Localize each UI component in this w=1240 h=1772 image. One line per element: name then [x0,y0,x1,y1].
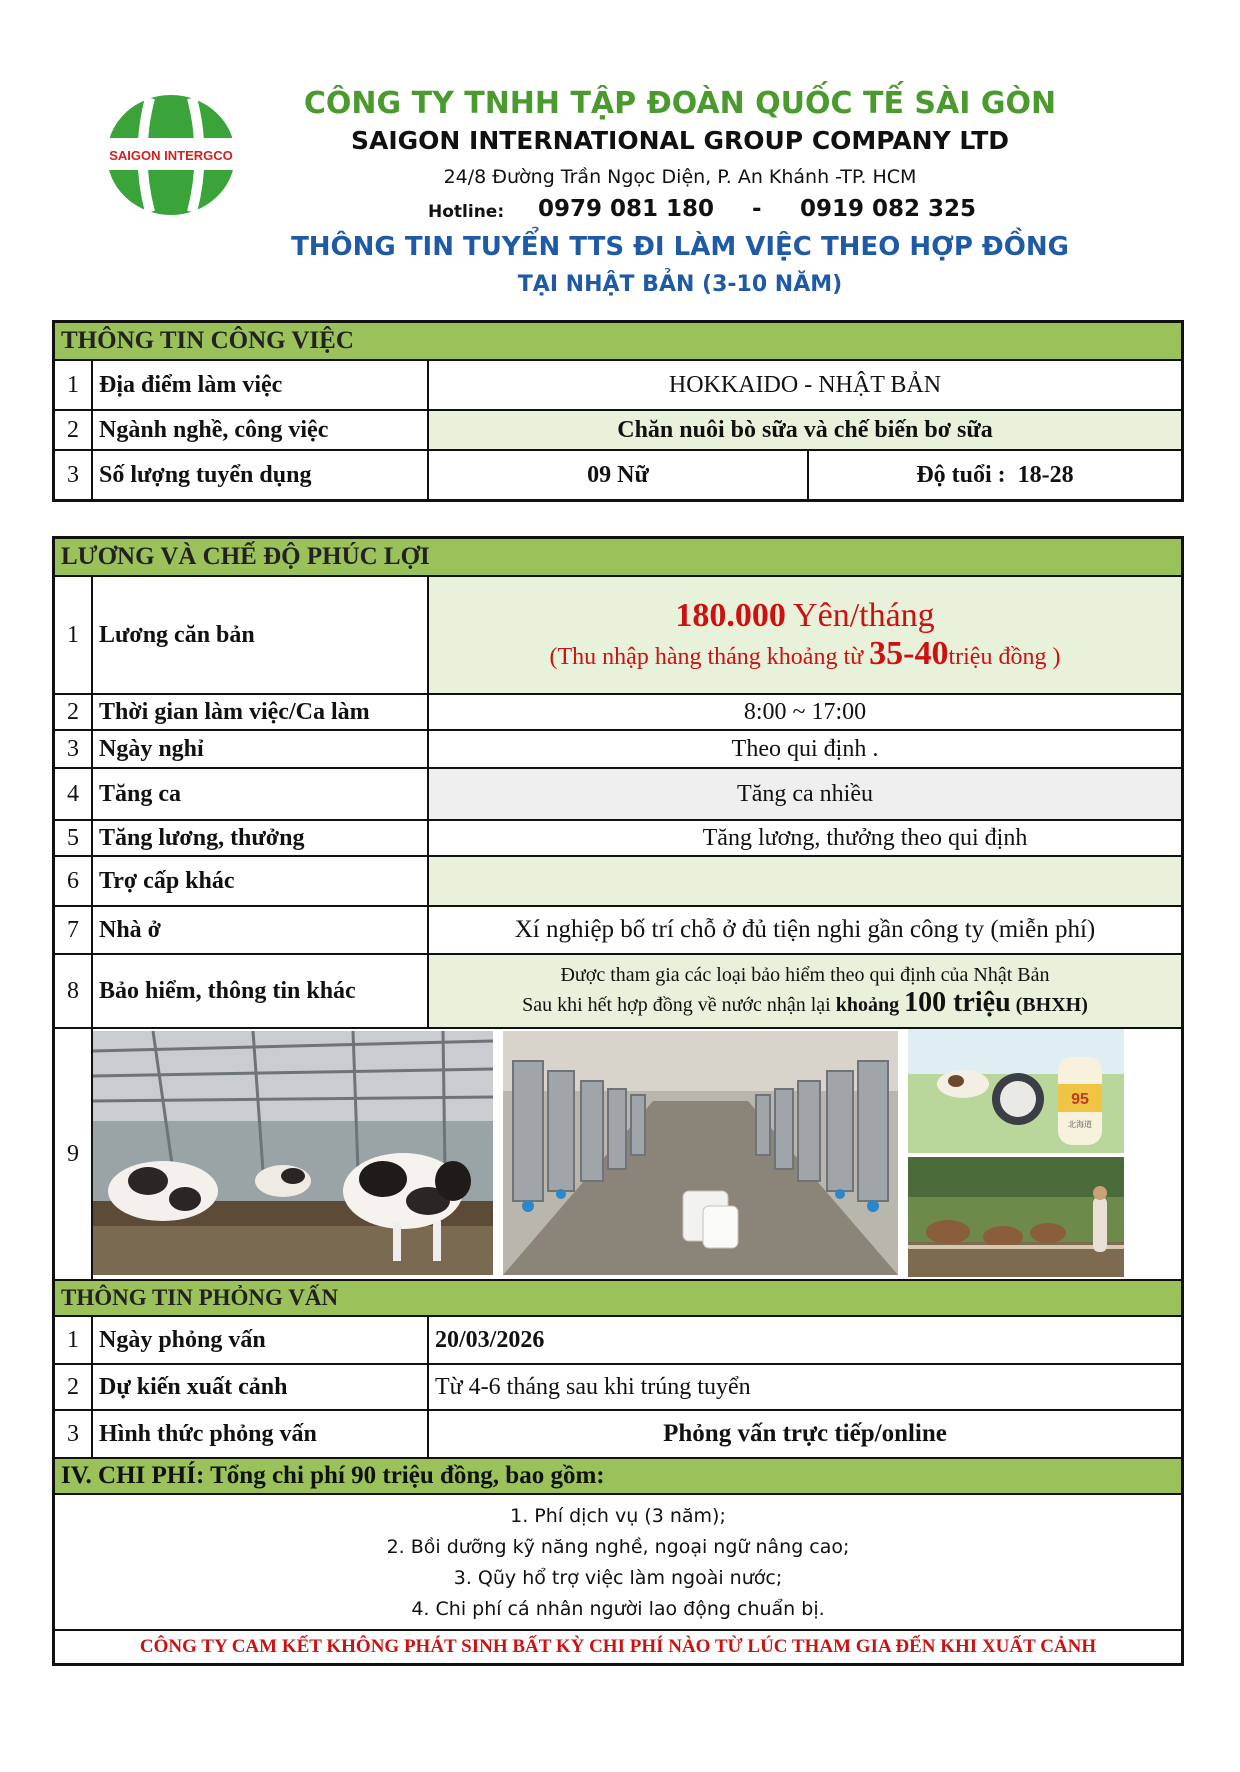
row-label: Dự kiến xuất cảnh [91,1365,427,1409]
row-label: Nhà ở [91,907,427,953]
company-logo [100,90,242,220]
row-number: 3 [67,735,79,762]
commitment-row [55,1629,1181,1663]
row-label: Địa điểm làm việc [91,361,427,409]
job-section-title: THÔNG TIN CÔNG VIỆC [55,323,1181,359]
row-label: Tăng ca [91,769,427,819]
row-number: 1 [67,621,79,648]
hotline-label: Hotline: [428,202,505,222]
work-location-value: HOKKAIDO - NHẬT BẢN [427,361,1181,409]
hotline-separator: - [752,196,762,222]
table-row [55,1409,1181,1457]
cost-items [55,1493,1181,1629]
age-label: Độ tuổi : [916,461,1006,488]
headcount-value: 09 Nữ [427,451,807,499]
cost-item: 2. Bồi dưỡng kỹ năng nghề, ngoại ngữ nâng cao; [386,1536,850,1558]
age-value: 18-28 [1017,461,1074,488]
milk-label: 95 [1071,1091,1089,1108]
table-row [55,449,1181,499]
row-number: 1 [67,1326,79,1353]
row-number: 2 [67,698,79,725]
row-number: 6 [67,867,79,894]
company-name-en: SAIGON INTERNATIONAL GROUP COMPANY LTD [350,126,1010,155]
base-salary-value [427,577,1181,693]
row-label: Tăng lương, thưởng [91,821,427,855]
table-row [55,953,1181,1027]
insurance-line-2: Sau khi hết hợp đồng về nước nhận lại khoảng 100 triệu (BHXH) [522,986,1088,1018]
row-number: 3 [67,461,79,488]
salary-amount: 180.000 Yên/tháng [675,597,935,634]
row-label: Thời gian làm việc/Ca làm [91,695,427,729]
commitment-text: CÔNG TY CAM KẾT KHÔNG PHÁT SINH BẤT KỲ CHI PHÍ NÀO TỪ LÚC THAM GIA ĐẾN KHI XUẤT CẢNH [139,1636,1097,1657]
raise-bonus-value: Tăng lương, thưởng theo qui định [427,821,1181,855]
insurance-line-1: Được tham gia các loại bảo hiểm theo qui định của Nhật Bản [560,963,1050,986]
milking-parlor-photo [503,1031,898,1275]
table-row [55,575,1181,693]
interview-format-value: Phỏng vấn trực tiếp/online [427,1411,1181,1457]
salary-section-title: LƯƠNG VÀ CHẾ ĐỘ PHÚC LỢI [55,539,1181,575]
table-row [55,1315,1181,1363]
row-number: 7 [67,916,79,943]
hotline-number-1: 0979 081 180 [538,196,715,222]
interview-section-row [55,1279,1181,1315]
table-row [55,1027,1181,1279]
overtime-value: Tăng ca nhiều [427,769,1181,819]
photos-cell [91,1029,1181,1279]
row-number: 2 [67,416,79,443]
hotline-number-2: 0919 082 325 [800,196,977,222]
table-row [55,359,1181,409]
housing-value: Xí nghiệp bố trí chỗ ở đủ tiện nghi gần công ty (miễn phí) [427,907,1181,953]
departure-value: Từ 4-6 tháng sau khi trúng tuyển [427,1365,1181,1409]
row-number: 5 [67,824,79,851]
table-row [55,855,1181,905]
table-row [55,729,1181,767]
headline-2: TẠI NHẬT BẢN (3-10 NĂM) [517,272,843,297]
table-row [55,409,1181,449]
row-number: 1 [67,371,79,398]
job-type-value: Chăn nuôi bò sữa và chế biến bơ sữa [427,411,1181,449]
age-cell [807,451,1181,499]
cost-item: 1. Phí dịch vụ (3 năm); [510,1505,726,1527]
row-label: Trợ cấp khác [91,857,427,905]
row-number: 9 [67,1140,79,1167]
row-label: Hình thức phỏng vấn [91,1411,427,1457]
company-address: 24/8 Đường Trần Ngọc Diện, P. An Khánh -TP. HCM [443,166,917,188]
cost-item: 3. Qũy hổ trợ việc làm ngoài nước; [453,1567,783,1589]
row-number: 8 [67,977,79,1004]
logo-text: SAIGON INTERGCO [109,148,233,163]
farm-calves-photo [908,1157,1124,1277]
cost-section-row [55,1457,1181,1493]
row-label: Ngày phỏng vấn [91,1317,427,1363]
barn-cows-photo [93,1031,493,1275]
job-info-table [52,320,1184,502]
row-label: Ngày nghỉ [91,731,427,767]
row-label: Số lượng tuyển dụng [91,451,427,499]
table-row [55,693,1181,729]
cost-item: 4. Chi phí cá nhân người lao động chuẩn bị. [411,1598,825,1620]
row-number: 4 [67,780,79,807]
working-hours-value: 8:00 ~ 17:00 [427,695,1181,729]
row-label: Bảo hiểm, thông tin khác [91,955,427,1027]
company-name-vn: CÔNG TY TNHH TẬP ĐOÀN QUỐC TẾ SÀI GÒN [303,86,1057,121]
row-label: Lương căn bản [91,577,427,693]
milk-sublabel: 北海道 [1068,1120,1092,1129]
row-number: 2 [67,1373,79,1400]
interview-date-value: 20/03/2026 [427,1317,1181,1363]
table-row [55,767,1181,819]
headline-1: THÔNG TIN TUYỂN TTS ĐI LÀM VIỆC THEO HỢP ĐỒNG [291,232,1069,262]
salary-income: (Thu nhập hàng tháng khoảng từ 35-40triệu đồng ) [549,635,1061,672]
milk-product-photo [908,1029,1124,1153]
table-row [55,905,1181,953]
other-allowance-value [427,857,1181,905]
row-number: 3 [67,1420,79,1447]
insurance-value [427,955,1181,1027]
interview-section-title: THÔNG TIN PHỎNG VẤN [55,1281,1181,1315]
row-label: Ngành nghề, công việc [91,411,427,449]
table-row [55,1363,1181,1409]
cost-section-title: IV. CHI PHÍ: Tổng chi phí 90 triệu đồng, bao gồm: [55,1459,1181,1493]
salary-table [52,536,1184,1666]
table-row [55,819,1181,855]
days-off-value: Theo qui định . [427,731,1181,767]
